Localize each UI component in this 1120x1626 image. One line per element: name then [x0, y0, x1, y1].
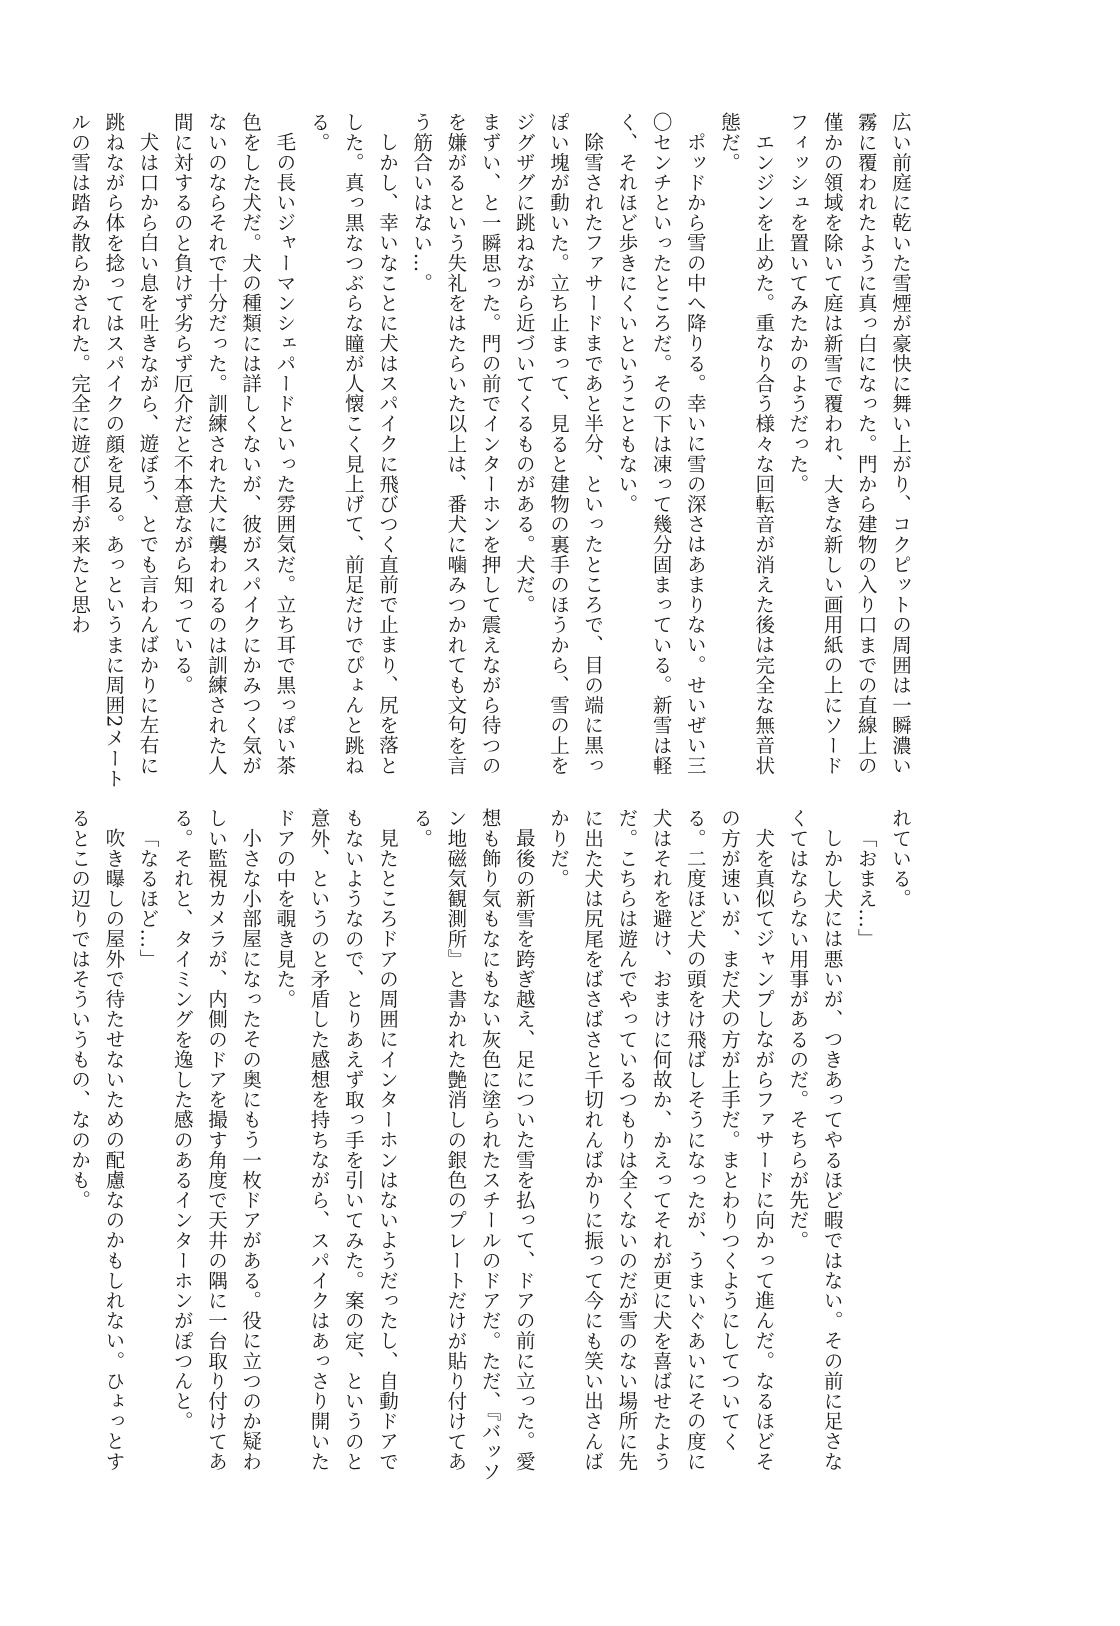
paragraph: 広い前庭に乾いた雪煙が豪快に舞い上がり、コクピットの周囲は一瞬濃い霧に覆われたように真っ白になった。門から建物の入り口までの直線上の僅かの領域を除いて庭は新雪で覆われ、大きな新しい画用紙の上にソードフィッシュを置いてみたかのようだった。: [786, 112, 912, 776]
paragraph: エンジンを止めた。重なり合う様々な回転音が消えた後は完全な無音状態だ。: [717, 112, 776, 775]
paragraph: 小さな小部屋になったその奥にもう一枚ドアがある。役に立つのか疑わしい監視カメラが、内側のドアを撮す角度で天井の隅に一台取り付けてある。それと、タイミングを逸した感のあるインターホンがぽつんと。: [170, 808, 263, 1472]
paragraph: まずい、と一瞬思った。門の前でインターホンを押して震えながら待つのを嫌がるという失礼をはたらいた以上は、番犬に噛みつかれても文句を言う筋合いはない…。: [410, 112, 502, 776]
paragraph: 犬は口から白い息を吐きながら、遊ぼう、とでも言わんばかりに左右に跳ねながら体を捻ってはスパイクの顔を見る。あっというまに周囲2メートルの雪は踏み散らかされた。完全に遊び相手が来たと思わ: [68, 112, 160, 789]
paragraph: 吹き曝しの屋外で待たせないための配慮なのかもしれない。ひょっとするとこの辺りではそういうもの、なのかも。: [68, 808, 126, 1471]
paragraph: 「なるほど…」: [136, 827, 160, 969]
bottom-text-block: [68, 808, 917, 1488]
paragraph: ポッドから雪の中へ降りる。幸いに雪の深さはあまりない。せいぜい三〇センチといったところだ。その下は凍って幾分固まっている。新雪は軽く、それほど歩きにくいということもない。: [615, 112, 707, 776]
paragraph: 最後の新雪を跨ぎ越え、足についた雪を払って、ドアの前に立った。愛想も飾り気もなにもない灰色に塗られたスチールのドアだ。ただ、『バッソン地磁気観測所』と書かれた艶消しの銀色のプレートだけが貼り付けてある。: [410, 808, 536, 1482]
paragraph: 除雪されたファサードまであと半分、といったところで、目の端に黒っぽい塊が動いた。立ち止まって、見ると建物の裏手のほうから、雪の上をジグザグに跳ねながら近づいてくるものがある。犬だ。: [512, 112, 605, 776]
paragraph: 犬を真似てジャンプしながらファサードに向かって進んだ。なるほどその方が速いが、まだ犬の方が上手だ。まとわりつくようにしてついてくる。二度ほど犬の頭をけ飛ばしそうになったが、うまいぐあいにその度に犬はそれを避け、おまけに何故か、かえってそれが更に犬を喜ばせたようだ。こちらは遊んでやっているつもりは全くないのだが雪のない場所に先に出た犬は尻尾をばさばさと千切れんばかりに振って今にも笑い出さんばかりだ。: [546, 808, 776, 1472]
paragraph: しかし、幸いなことに犬はスパイクに飛びつく直前で止まり、尻を落とした。真っ黒なつぶらな瞳が人懐こく見上げて、前足だけでぴょんと跳ねる。: [307, 112, 399, 776]
paragraph: れている。: [889, 808, 912, 909]
top-text-block: [68, 112, 917, 792]
paragraph: 「おまえ…」: [854, 827, 878, 949]
paragraph: しかし犬には悪いが、つきあってやるほど暇ではない。その前に足さなくてはならない用事があるのだ。そちらが先だ。: [786, 808, 844, 1471]
paragraph: 見たところドアの周囲にインターホンはないようだったし、自動ドアでもないようなので、とりあえず取っ手を引いてみた。案の定、というのと意外、というのと矛盾した感想を持ちながら、スパイクはあっさり開いたドアの中を覗き見た。: [273, 808, 399, 1472]
paragraph: 毛の長いジャーマンシェパードといった雰囲気だ。立ち耳で黒っぽい茶色をした犬だ。犬の種類には詳しくないが、彼がスパイクにかみつく気がないのならそれで十分だった。訓練された犬に襲われるのは訓練された人間に対するのと負けず劣らず厄介だと不本意ながら知っている。: [170, 112, 297, 776]
